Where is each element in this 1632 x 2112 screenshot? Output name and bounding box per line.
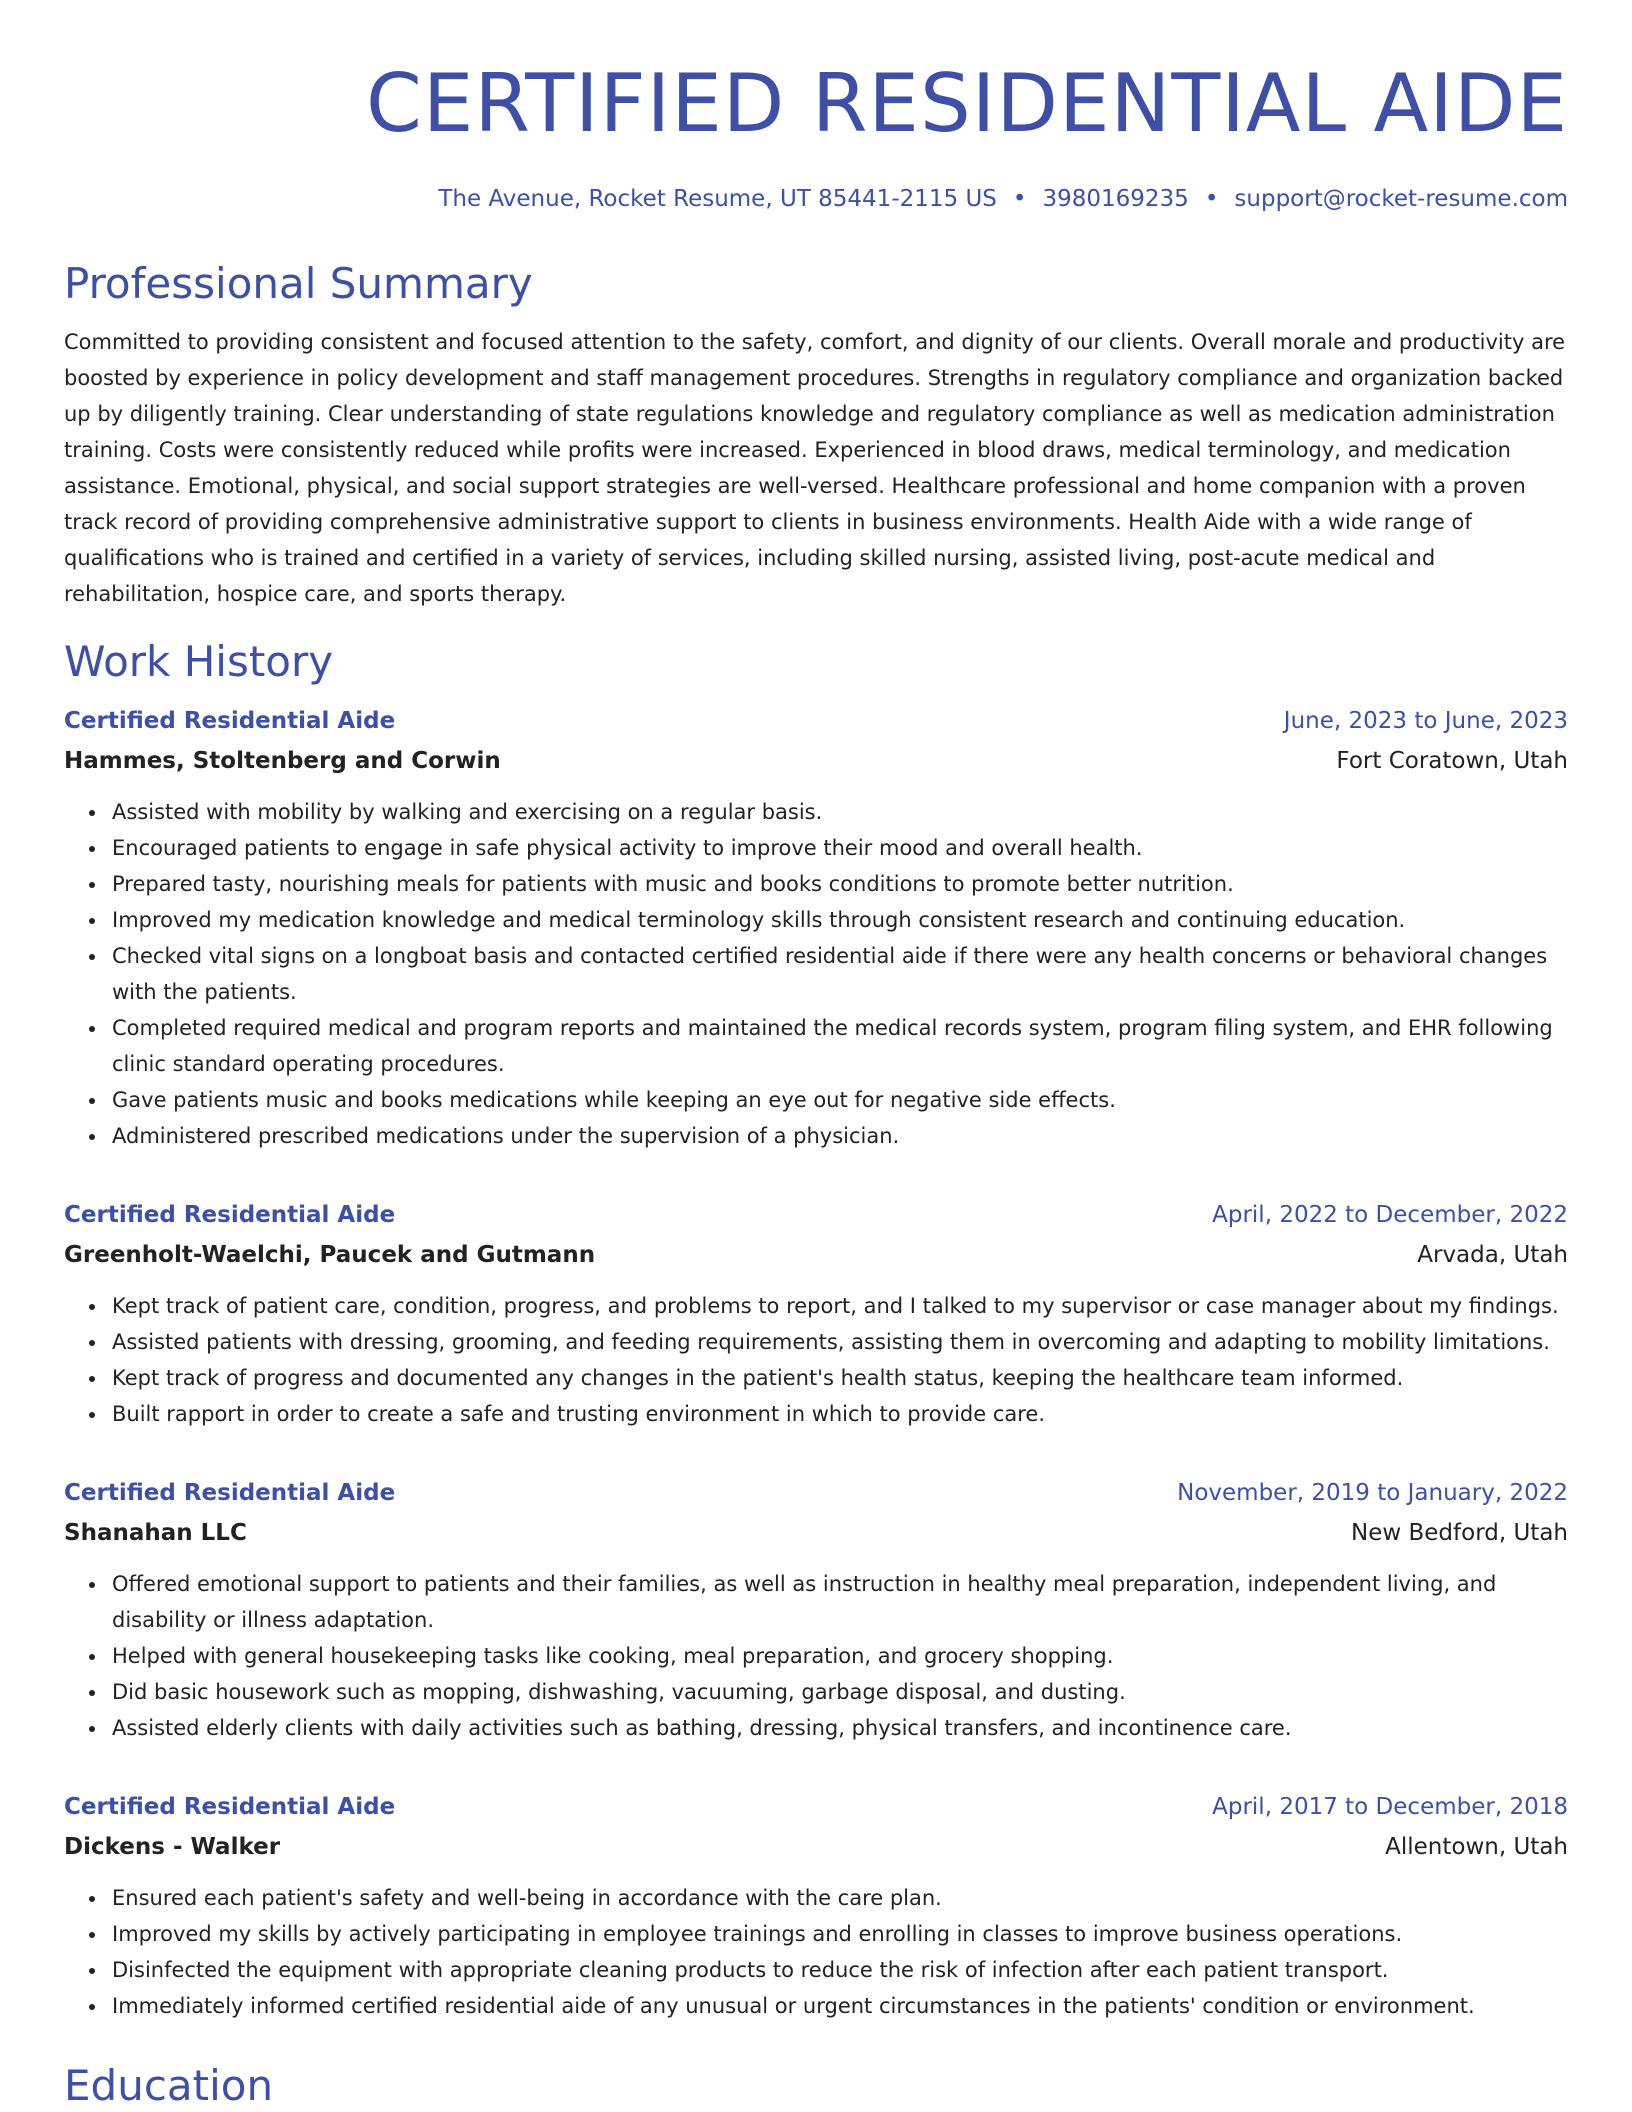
summary-text: Committed to providing consistent and focused attention to the safety, comfort, and dignity of our clients. Overall morale and productivity are boosted by experience in policy development and staff management procedures. Strengths in regulatory compliance and organization backed up by diligently training. Clear understanding of state regulations knowledge and regulatory compliance as well as medication administration training. Costs were consistently reduced while profits were increased. Experienced in blood draws, medical terminology, and medication assistance. Emotional, physical, and social support strategies are well-versed. Healthcare professional and home companion with a proven track record of providing comprehensive administrative support to clients in business environments. Health Aide with a wide range of qualifications who is trained and certified in a variety of services, including skilled nursing, assisted living, post-acute medical and rehabilitation, hospice care, and sports therapy. — [64, 330, 1566, 606]
job-company: Shanahan LLC — [64, 1520, 247, 1546]
job-bullets — [64, 794, 1568, 1154]
job-company: Hammes, Stoltenberg and Corwin — [64, 748, 501, 774]
job-bullet: • Assisted patients with dressing, grooming, and feeding requirements, assisting them in overcoming and adapting to mobility limitations. — [108, 1324, 1568, 1360]
job-bullet: • Administered prescribed medications under the supervision of a physician. — [108, 1118, 1568, 1154]
job-bullet: • Assisted with mobility by walking and exercising on a regular basis. — [108, 794, 1568, 830]
work-history-heading: Work History — [64, 637, 334, 686]
job-dates: April, 2017 to December, 2018 — [1212, 1794, 1568, 1820]
job-bullet: • Offered emotional support to patients and their families, as well as instruction in healthy meal preparation, independent living, and disability or illness adaptation. — [108, 1566, 1568, 1638]
education-heading: Education — [64, 2061, 274, 2110]
job-role: Certified Residential Aide — [64, 708, 396, 734]
job-dates: April, 2022 to December, 2022 — [1212, 1202, 1568, 1228]
job-location: Allentown, Utah — [1385, 1834, 1568, 1860]
job-bullet: • Encouraged patients to engage in safe physical activity to improve their mood and overall health. — [108, 830, 1568, 866]
job-location: Arvada, Utah — [1417, 1242, 1568, 1268]
job-role: Certified Residential Aide — [64, 1202, 396, 1228]
job-bullet: • Built rapport in order to create a safe and trusting environment in which to provide care. — [108, 1396, 1568, 1432]
contact-email: support@rocket-resume.com — [1234, 186, 1568, 212]
job-bullet: • Improved my skills by actively participating in employee trainings and enrolling in classes to improve business operations. — [108, 1916, 1568, 1952]
job-location: New Bedford, Utah — [1351, 1520, 1568, 1546]
job-bullet: • Immediately informed certified residential aide of any unusual or urgent circumstances in the patients' condition or environment. — [108, 1988, 1568, 2024]
job-bullet: • Assisted elderly clients with daily activities such as bathing, dressing, physical transfers, and incontinence care. — [108, 1710, 1568, 1746]
job-entry — [64, 1200, 1568, 1432]
job-bullet: • Helped with general housekeeping tasks like cooking, meal preparation, and grocery shopping. — [108, 1638, 1568, 1674]
job-bullet: • Improved my medication knowledge and medical terminology skills through consistent research and continuing education. — [108, 902, 1568, 938]
job-bullet: • Did basic housework such as mopping, dishwashing, vacuuming, garbage disposal, and dusting. — [108, 1674, 1568, 1710]
job-bullet: • Completed required medical and program reports and maintained the medical records system, program filing system, and EHR following clinic standard operating procedures. — [108, 1010, 1568, 1082]
job-company: Greenholt-Waelchi, Paucek and Gutmann — [64, 1242, 596, 1268]
job-bullet: • Kept track of progress and documented any changes in the patient's health status, keeping the healthcare team informed. — [108, 1360, 1568, 1396]
job-role: Certified Residential Aide — [64, 1794, 396, 1820]
job-dates: June, 2023 to June, 2023 — [1283, 708, 1568, 734]
job-bullet: • Kept track of patient care, condition, progress, and problems to report, and I talked to my supervisor or case manager about my findings. — [108, 1288, 1568, 1324]
summary-heading: Professional Summary — [64, 259, 533, 308]
job-role: Certified Residential Aide — [64, 1480, 396, 1506]
resume-title: CERTIFIED RESIDENTIAL AIDE — [366, 57, 1568, 150]
job-bullet: • Gave patients music and books medications while keeping an eye out for negative side effects. — [108, 1082, 1568, 1118]
contact-address: The Avenue, Rocket Resume, UT 85441-2115 US — [438, 186, 997, 212]
job-bullet: • Prepared tasty, nourishing meals for patients with music and books conditions to promote better nutrition. — [108, 866, 1568, 902]
job-entry — [64, 1478, 1568, 1746]
job-bullet: • Disinfected the equipment with appropriate cleaning products to reduce the risk of infection after each patient transport. — [108, 1952, 1568, 1988]
job-bullets — [64, 1288, 1568, 1432]
job-entry — [64, 1792, 1568, 2024]
job-bullet: • Ensured each patient's safety and well-being in accordance with the care plan. — [108, 1880, 1568, 1916]
contact-phone: 3980169235 — [1042, 186, 1189, 212]
contact-separator: • — [1204, 186, 1219, 212]
job-company: Dickens - Walker — [64, 1834, 281, 1860]
job-bullets — [64, 1566, 1568, 1746]
job-bullets — [64, 1880, 1568, 2024]
job-bullet: • Checked vital signs on a longboat basis and contacted certified residential aide if there were any health concerns or behavioral changes with the patients. — [108, 938, 1568, 1010]
job-entry — [64, 706, 1568, 1154]
job-dates: November, 2019 to January, 2022 — [1177, 1480, 1568, 1506]
resume-page — [64, 0, 1568, 2112]
contact-line — [64, 184, 1568, 214]
job-location: Fort Coratown, Utah — [1336, 748, 1568, 774]
contact-separator: • — [1012, 186, 1027, 212]
